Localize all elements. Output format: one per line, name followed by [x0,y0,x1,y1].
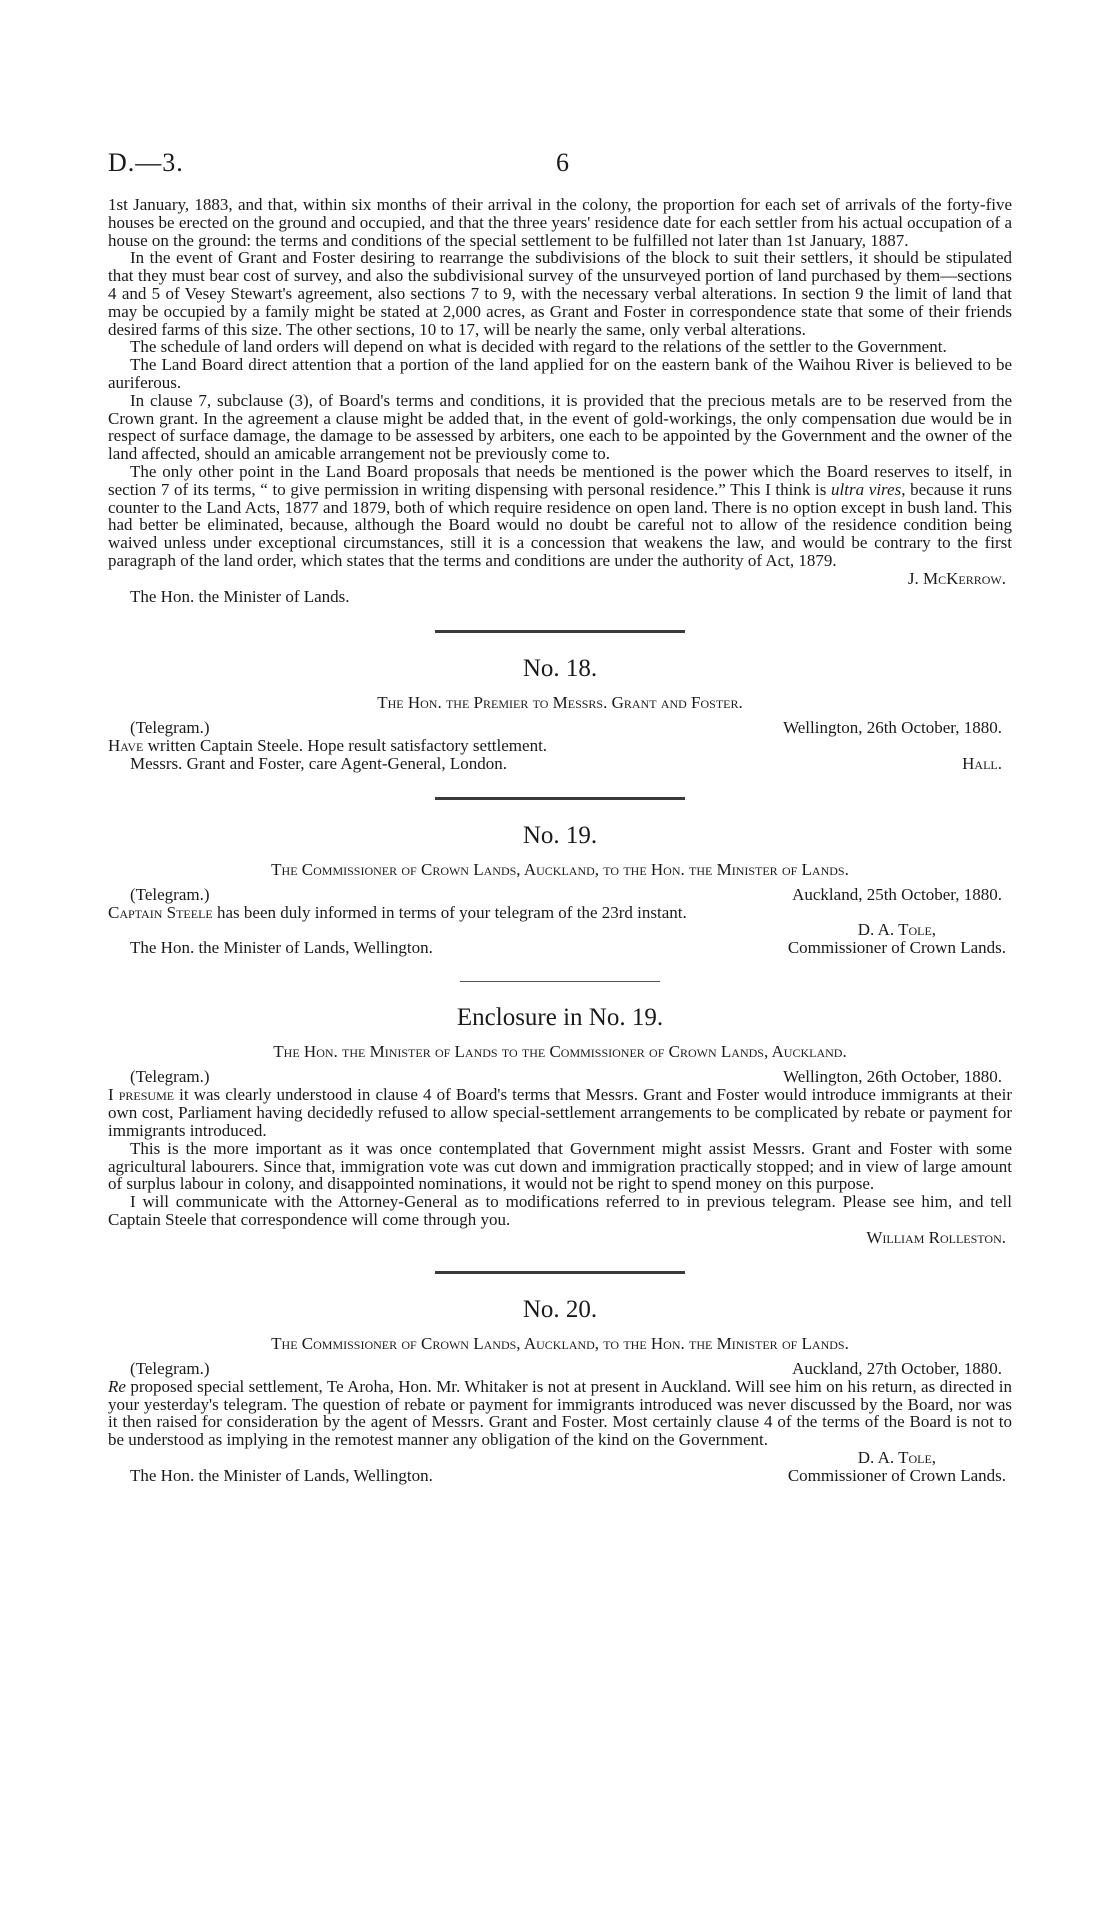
place-date: Auckland, 27th October, 1880. [792,1358,1002,1378]
paragraph-text: The only other point in the Land Board proposals that needs be mentioned is the power which the Board reserves to itself, in section 7 of its terms, “ to give permission in writing dispensing with personal residence.” This I think is [108,461,1012,499]
section-subhead: The Hon. the Minister of Lands to the Commissioner of Crown Lands, Auckland. [273,1042,847,1062]
document-body [108,196,1012,1485]
signature-block [108,1449,1012,1485]
paragraph: This is the more important as it was once contemplated that Government might assist Messrs. Grant and Foster with some agricultural labourers. Since that, immigration vote was cut down and immigration practically stopped; and in view of large amount of surplus labour in colony, and disappointed nominations, it would not be right to spend money on this purpose. [108,1138,1012,1194]
paragraph-text: , because it runs counter to the Land Acts, 1877 and 1879, both of which require residence on open land. There is no option except in bush land. This had better be eliminated, because, although the Board would no doubt be careful not to allow of the residence condition being waived unless under exceptional circumstances, still it is a concession that weakens the law, and would be contrary to the first paragraph of the land order, which states that the terms and conditions are under the authority of Act, 1879. [108,479,1012,570]
paragraph: 1st January, 1883, and that, within six months of their arrival in the colony, the proportion for each set of arrivals of the forty-five houses be erected on the ground and occupied, and that the three years' residence date for each settler from his actual occupation of a house on the ground: the terms and conditions of the special settlement to be fulfilled not later than 1st January, 1887. [108,195,1012,250]
signature: Hall. [962,753,1002,773]
telegram-label: (Telegram.) [130,1358,210,1378]
section-divider [435,1271,685,1274]
page-number: 6 [556,148,569,177]
telegram-label: (Telegram.) [130,717,210,737]
lead-words: Have [108,735,144,755]
section-subhead: The Hon. the Premier to Messrs. Grant and Foster. [377,692,743,712]
signature-block [108,921,1012,957]
place-date: Wellington, 26th October, 1880. [783,717,1002,737]
lead-words: Re [108,1376,126,1396]
section-divider [435,630,685,633]
signer [788,921,1006,957]
telegram-label: (Telegram.) [130,884,210,904]
paragraph: The schedule of land orders will depend on what is decided with regard to the relations of the settler to the Government. [130,337,947,357]
telegram-line [108,719,1012,737]
lead-words: Captain Steele [108,902,213,922]
telegram-line [108,886,1012,904]
paragraph [108,904,1012,922]
section-heading: No. 20. [522,1295,598,1323]
section-subhead: The Commissioner of Crown Lands, Auckland, to the Hon. the Minister of Lands. [271,859,849,879]
paragraph: In clause 7, subclause (3), of Board's terms and conditions, it is provided that the precious metals are to be reserved from the Crown grant. In the agreement a clause might be added that, in the event of gold-workings, the only compensation due would be in respect of surface damage, the damage to be assessed by arbiters, one each to be appointed by the Government and the owner of the land affected, should an amicable arrangement not be previously come to. [108,390,1012,464]
addressee-line [108,755,1012,773]
signer [788,1449,1006,1485]
paragraph-text: proposed special settlement, Te Aroha, Hon. Mr. Whitaker is not at present in Auckland. Will see him on his return, as directed in your yesterday's telegram. The question of rebate or payment for immigrants introduced was never discussed by the Board, nor was it then raised for consideration by the agent of Messrs. Grant and Foster. Most certainly clause 4 of the terms of the Board is not to be understood as implying in the remotest manner any obligation of the kind on the Government. [108,1376,1012,1450]
section-heading: No. 18. [522,654,598,682]
paragraph [108,1378,1012,1449]
paragraph [108,463,1012,570]
paragraph-text: has been duly informed in terms of your telegram of the 23rd instant. [212,902,687,922]
document-reference: D.—3. [108,148,184,177]
section-heading: No. 19. [522,821,598,849]
paragraph: The Land Board direct attention that a portion of the land applied for on the eastern bank of the Waihou River is believed to be auriferous. [108,355,1012,392]
telegram-line [108,1360,1012,1378]
addressee: Messrs. Grant and Foster, care Agent-General, London. [130,753,507,773]
signature: D. A. Tole, [857,920,937,940]
paragraph-text: it was clearly understood in clause 4 of Board's terms that Messrs. Grant and Foster would introduce immigrants at their own cost, Parliament having decidedly refused to allow special-settlement arrangements to be complicated by rebate or payment for immigrants introduced. [108,1085,1012,1140]
italic-phrase: ultra vires [831,479,902,499]
section-subhead: The Commissioner of Crown Lands, Auckland, to the Hon. the Minister of Lands. [271,1333,849,1353]
signature: J. McKerrow. [907,568,1006,588]
signer-title: Commissioner of Crown Lands. [787,938,1006,958]
paragraph: I will communicate with the Attorney-General as to modifications referred to in previous telegram. Please see him, and tell Captain Steele that correspondence will come through you. [108,1192,1012,1229]
section-divider [435,797,685,800]
lead-words: I presume [108,1085,175,1105]
signature: D. A. Tole, [857,1447,937,1467]
addressee: The Hon. the Minister of Lands, Wellington. [130,938,433,958]
paragraph [108,1086,1012,1139]
paragraph: In the event of Grant and Foster desiring to rearrange the subdivisions of the block to suit their settlers, it should be stipulated that they must bear cost of survey, and also the subdivisional survey of the unsurveyed portion of land purchased by them—sections 4 and 5 of Vesey Stewart's agreement, also sections 7 to 9, with the necessary verbal alterations. In section 9 the limit of land that may be occupied by a family might be stated at 2,000 acres, as Grant and Foster in correspondence state that some of their friends desired farms of this size. The other sections, 10 to 17, will be nearly the same, only verbal alterations. [108,248,1012,339]
addressee: The Hon. the Minister of Lands. [130,586,350,606]
addressee: The Hon. the Minister of Lands, Wellington. [130,1465,433,1485]
paragraph-text: written Captain Steele. Hope result satisfactory settlement. [143,735,548,755]
paragraph [108,737,1012,755]
section-divider [460,981,660,982]
telegram-line [108,1068,1012,1086]
signer-title: Commissioner of Crown Lands. [787,1465,1006,1485]
page-header [108,148,1014,184]
place-date: Wellington, 26th October, 1880. [783,1067,1002,1087]
signature: William Rolleston. [866,1227,1006,1247]
telegram-label: (Telegram.) [130,1067,210,1087]
section-heading: Enclosure in No. 19. [456,1004,664,1032]
place-date: Auckland, 25th October, 1880. [792,884,1002,904]
